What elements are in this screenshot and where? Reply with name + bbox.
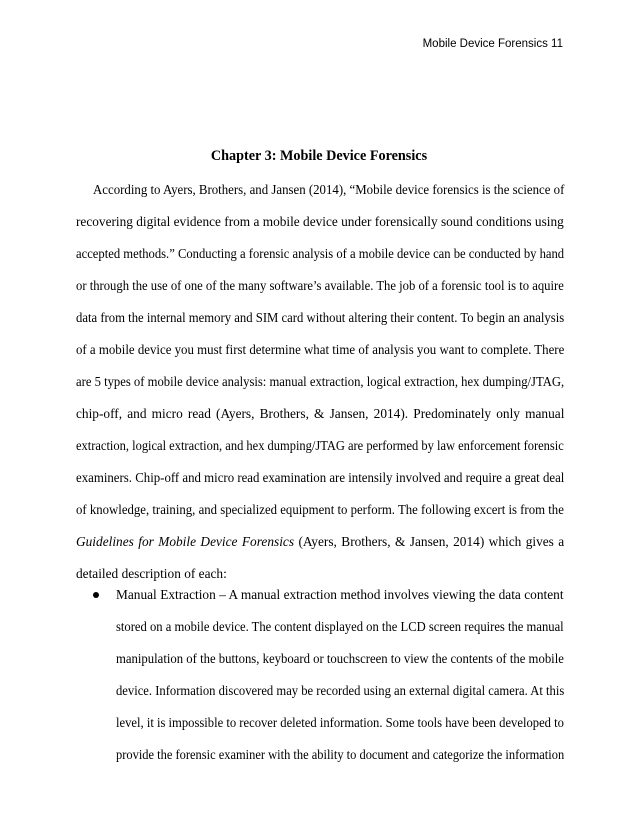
bullet-line: Manual Extraction – A manual extraction method involves viewing the data content xyxy=(116,587,564,602)
paragraph-line: accepted methods.” Conducting a forensic analysis of a mobile device can be conducted by hand xyxy=(76,246,565,261)
paragraph-line: recovering digital evidence from a mobile device under forensically sound conditions using xyxy=(76,214,564,229)
bullet-line: device. Information discovered may be recorded using an external digital camera. At this xyxy=(116,683,565,698)
paragraph-line: According to Ayers, Brothers, and Jansen (2014), “Mobile device forensics is the science of xyxy=(93,182,565,197)
paragraph-line-citation xyxy=(76,534,564,550)
paragraph-line: chip-off, and micro read (Ayers, Brothers, & Jansen, 2014). Predominately only manual xyxy=(76,406,565,421)
bullet-icon xyxy=(93,592,99,598)
paragraph-line: of a mobile device you must first determine what time of analysis you want to complete. There xyxy=(76,342,565,357)
running-head: Mobile Device Forensics 11 xyxy=(422,38,563,50)
paragraph-line: detailed description of each: xyxy=(76,566,227,581)
paragraph-line: extraction, logical extraction, and hex dumping/JTAG are performed by law enforcement forensic xyxy=(76,438,564,453)
paragraph-line: of knowledge, training, and specialized equipment to perform. The following excert is from the xyxy=(76,502,564,517)
paragraph-line: data from the internal memory and SIM card without altering their content. To begin an analysis xyxy=(76,310,565,325)
paragraph-line: or through the use of one of the many software’s available. The job of a forensic tool is to aquire xyxy=(76,278,564,293)
guidelines-title: Guidelines for Mobile Device Forensics xyxy=(76,534,295,549)
chapter-title: Chapter 3: Mobile Device Forensics xyxy=(210,148,428,164)
bullet-line: manipulation of the buttons, keyboard or touchscreen to view the contents of the mobile xyxy=(116,651,564,666)
citation-text: (Ayers, Brothers, & Jansen, 2014) which gives a xyxy=(294,534,565,549)
bullet-line: stored on a mobile device. The content displayed on the LCD screen requires the manual xyxy=(116,619,564,634)
bullet-line: provide the forensic examiner with the ability to document and categorize the information xyxy=(116,747,565,762)
paragraph-line: examiners. Chip-off and micro read examination are intensily involved and require a great deal xyxy=(76,470,565,485)
bullet-line: level, it is impossible to recover deleted information. Some tools have been developed to xyxy=(116,715,564,730)
paragraph-line: are 5 types of mobile device analysis: manual extraction, logical extraction, hex dumping/JTAG, xyxy=(76,374,565,389)
